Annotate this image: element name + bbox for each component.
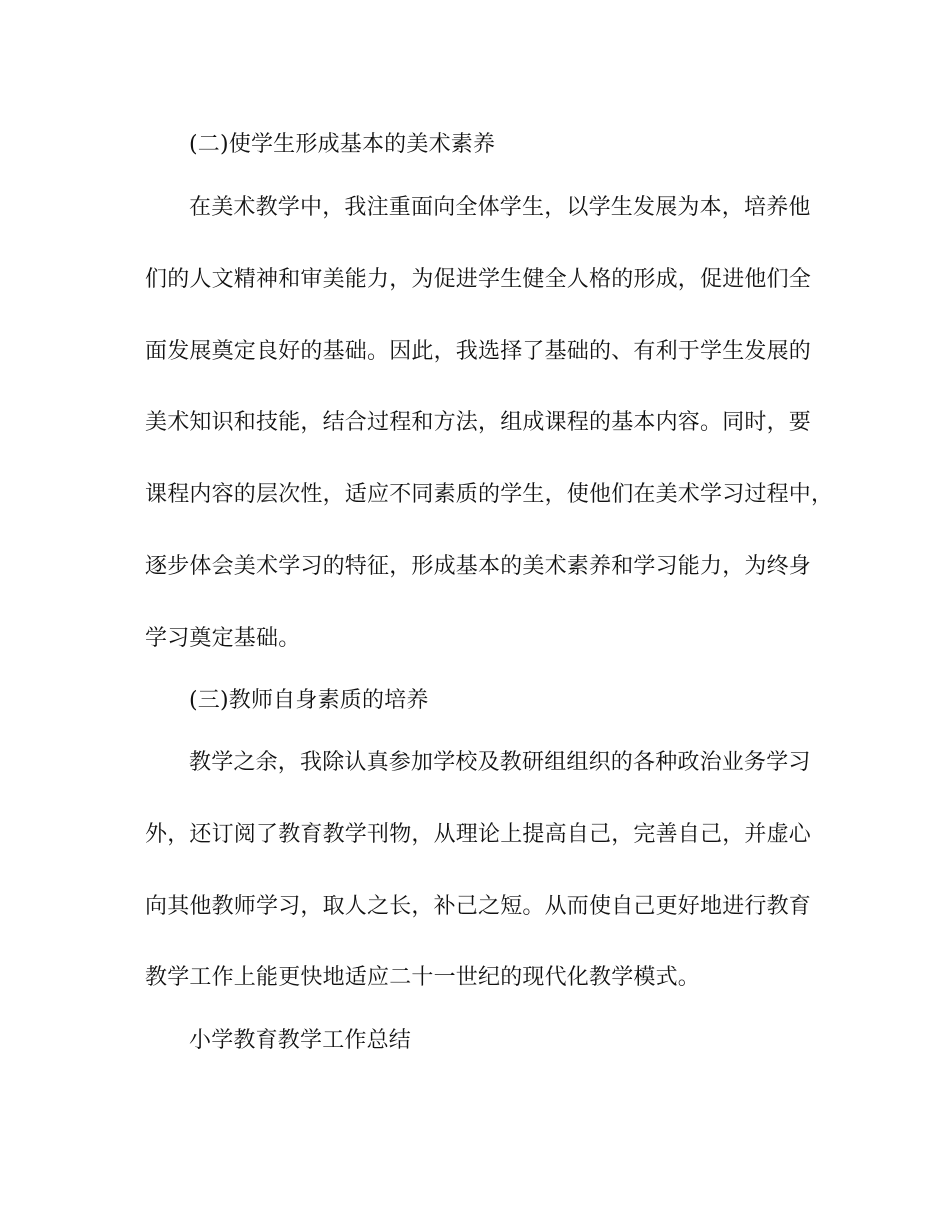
section-heading-2: (二)使学生形成基本的美术素养 [189,132,496,157]
paragraph-line: 向其他教师学习，取人之长，补己之短。从而使自己更好地进行教育 [145,894,812,919]
paragraph-line: 外，还订阅了教育教学刊物，从理论上提高自己，完善自己，并虚心 [145,822,812,847]
paragraph-line: 美术知识和技能，结合过程和方法，组成课程的基本内容。同时，要 [145,410,812,435]
section-heading-3: (三)教师自身素质的培养 [189,688,429,713]
document-title-next: 小学教育教学工作总结 [189,1028,412,1053]
paragraph-line: 课程内容的层次性，适应不同素质的学生，使他们在美术学习过程中， [145,482,834,507]
paragraph-line: 教学之余，我除认真参加学校及教研组组织的各种政治业务学习 [189,750,811,775]
paragraph-line: 逐步体会美术学习的特征，形成基本的美术素养和学习能力，为终身 [145,554,812,579]
paragraph-line: 学习奠定基础。 [145,626,301,651]
paragraph-line: 在美术教学中，我注重面向全体学生，以学生发展为本，培养他 [189,195,811,220]
paragraph-line: 们的人文精神和审美能力，为促进学生健全人格的形成，促进他们全 [145,267,812,292]
paragraph-line: 教学工作上能更快地适应二十一世纪的现代化教学模式。 [145,965,701,990]
paragraph-line: 面发展奠定良好的基础。因此，我选择了基础的、有利于学生发展的 [145,339,812,364]
